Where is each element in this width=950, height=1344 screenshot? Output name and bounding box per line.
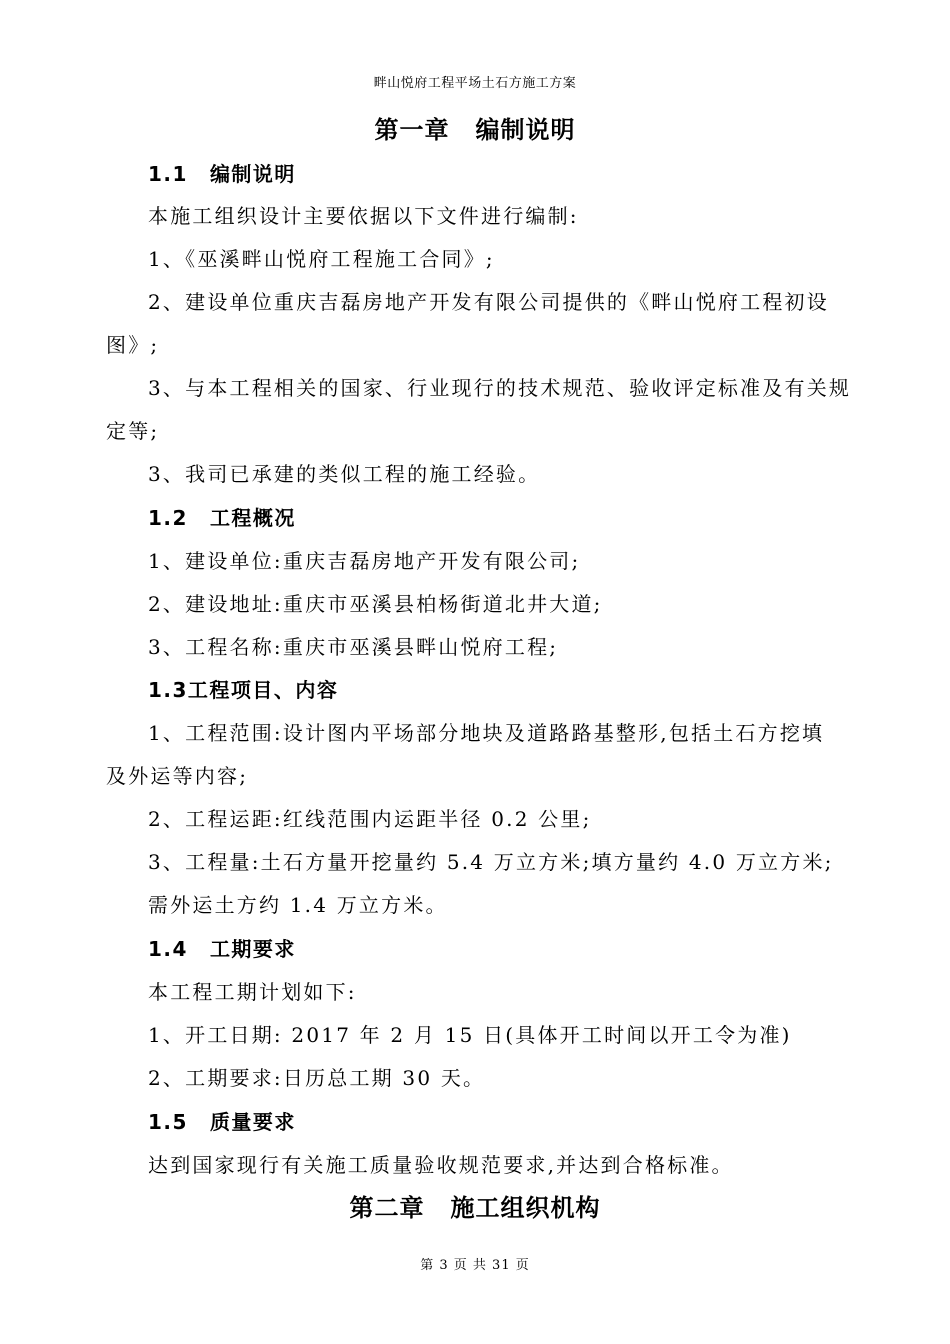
- list-item: 1、建设单位:重庆吉磊房地产开发有限公司;: [148, 549, 581, 573]
- section-1-5-heading: [148, 1106, 296, 1135]
- chapter-2-heading: [0, 1188, 950, 1223]
- chapter-1-number: 第一章: [374, 116, 450, 144]
- list-item-continuation: 图》;: [106, 333, 160, 357]
- section-1-4-heading: [148, 933, 296, 962]
- section-number: 1.5: [148, 1110, 188, 1134]
- chapter-1-heading: [0, 110, 950, 145]
- section-1-3-heading: 1.3工程项目、内容: [148, 678, 339, 702]
- list-item: 2、工期要求:日历总工期 30 天。: [148, 1066, 486, 1090]
- paragraph: 本施工组织设计主要依据以下文件进行编制:: [148, 204, 579, 228]
- list-item: 1、开工日期: 2017 年 2 月 15 日(具体开工时间以开工令为准): [148, 1023, 792, 1047]
- chapter-2-title: 施工组织机构: [450, 1194, 601, 1222]
- list-item-continuation: 定等;: [106, 419, 160, 443]
- list-item: 3、我司已承建的类似工程的施工经验。: [148, 462, 541, 486]
- page-footer: 第 3 页 共 31 页: [420, 1258, 530, 1273]
- chapter-1-title: 编制说明: [475, 116, 576, 144]
- section-title: 工期要求: [209, 937, 296, 961]
- section-1-1-heading: [148, 158, 296, 187]
- paragraph: 达到国家现行有关施工质量验收规范要求,并达到合格标准。: [148, 1153, 734, 1177]
- list-item: 3、工程名称:重庆市巫溪县畔山悦府工程;: [148, 635, 559, 659]
- section-title: 质量要求: [209, 1110, 296, 1134]
- section-1-2-heading: [148, 502, 296, 531]
- chapter-2-number: 第二章: [349, 1194, 425, 1222]
- list-item-continuation: 及外运等内容;: [106, 764, 249, 788]
- section-number: 1.1: [148, 162, 188, 186]
- list-item: 3、与本工程相关的国家、行业现行的技术规范、验收评定标准及有关规: [148, 376, 852, 400]
- list-item: 2、建设单位重庆吉磊房地产开发有限公司提供的《畔山悦府工程初设: [148, 290, 829, 314]
- list-item: 1、《巫溪畔山悦府工程施工合同》;: [148, 247, 495, 271]
- paragraph: 本工程工期计划如下:: [148, 980, 357, 1004]
- section-number: 1.4: [148, 937, 188, 961]
- running-header: 畔山悦府工程平场土石方施工方案: [373, 76, 577, 91]
- list-item: 1、工程范围:设计图内平场部分地块及道路路基整形,包括土石方挖填: [148, 721, 825, 745]
- list-item: 2、工程运距:红线范围内运距半径 0.2 公里;: [148, 807, 592, 831]
- section-title: 工程概况: [209, 506, 296, 530]
- list-item: 3、工程量:土石方量开挖量约 5.4 万立方米;填方量约 4.0 万立方米;: [148, 850, 834, 874]
- section-number: 1.2: [148, 506, 188, 530]
- list-item: 2、建设地址:重庆市巫溪县柏杨街道北井大道;: [148, 592, 603, 616]
- section-title: 编制说明: [209, 162, 296, 186]
- list-item-continuation: 需外运土方约 1.4 万立方米。: [148, 893, 448, 917]
